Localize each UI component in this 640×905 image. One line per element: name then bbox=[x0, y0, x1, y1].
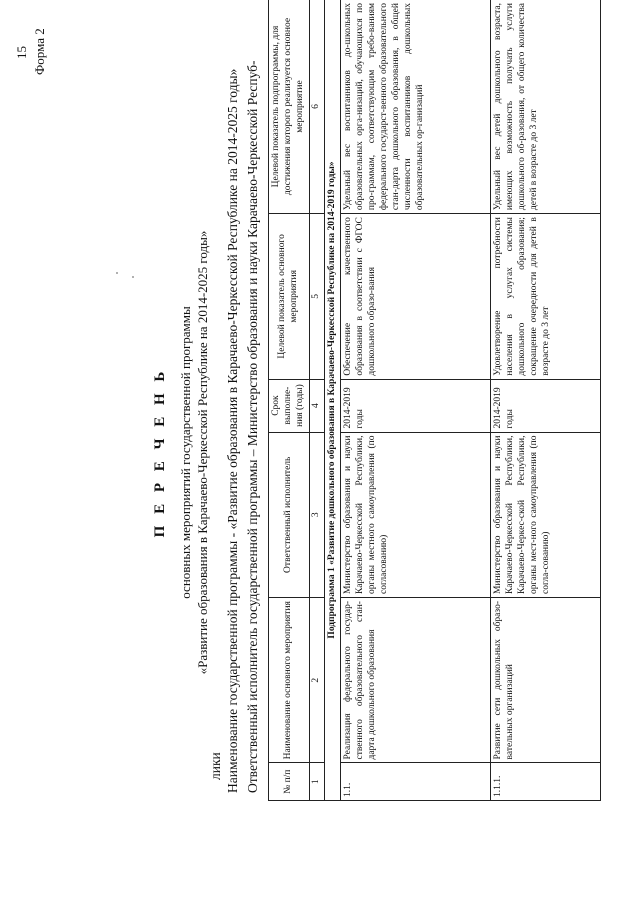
col-number: 6 bbox=[309, 0, 324, 214]
header-executor: Ответственный исполнитель bbox=[269, 432, 310, 597]
row-program-target: Удельный вес детей дошкольного возраста, имеющих возможность получать услуги дошкольного об-разования, от общего количества детей в возрасте до 3 лет bbox=[491, 0, 601, 214]
activities-table bbox=[268, 0, 601, 801]
scan-speck bbox=[132, 276, 134, 278]
subtitle-line-2: «Развитие образования в Карачаево-Черкесской Республике на 2014-2025 годы» bbox=[195, 230, 210, 675]
col-number: 1 bbox=[309, 763, 324, 801]
subtitle-line-1: основных мероприятий государственной программы bbox=[178, 306, 193, 599]
col-number: 5 bbox=[309, 214, 324, 379]
header-name: Наименование основного мероприятия bbox=[269, 598, 310, 763]
row-term: 2014-2019 годы bbox=[341, 379, 491, 432]
row-num: 1.1. bbox=[341, 763, 491, 801]
row-name: Развитие сети дошкольных образо-вательных организаций bbox=[491, 598, 601, 763]
header-term: Срок выполне-ния (годы) bbox=[269, 379, 310, 432]
table-header-row bbox=[269, 0, 310, 801]
row-num: 1.1.1. bbox=[491, 763, 601, 801]
document-heading: П Е Р Е Ч Е Н Ь bbox=[152, 367, 168, 538]
col-number: 2 bbox=[309, 598, 324, 763]
table-row bbox=[491, 0, 601, 801]
row-executor: Министерство образования и науки Карачаево-Черкесской Республики, органы местного самоуправления (по согласованию) bbox=[341, 432, 491, 597]
scan-speck bbox=[116, 272, 118, 274]
header-num: № п/п bbox=[269, 763, 310, 801]
row-target: Обеспечение качественного образования в соответствии с ФГОС дошкольного образо-вания bbox=[341, 214, 491, 379]
header-target: Целевой показатель основного мероприятия bbox=[269, 214, 310, 379]
header-program-target: Целевой показатель подпрограммы, для достижения которого реализуется основное мероприятие bbox=[269, 0, 310, 214]
executor-line: Ответственный исполнитель государственной программы – Министерство образования и науки Карачаево-Черкесской Респуб- bbox=[245, 60, 260, 793]
row-name: Реализация федерального государ-ственного образовательного стан-дарта дошкольного образования bbox=[341, 598, 491, 763]
page-number: 15 bbox=[14, 46, 29, 59]
row-program-target: Удельный вес воспитанников до-школьных образовательных орга-низаций, обучающихся по про-граммам, соответствующим требо-ваниям федерального государст-венного образовательного стан-дарта дошкольного образования, в общей численности воспитанников дошкольных образовательных ор-ганизаций bbox=[341, 0, 491, 214]
row-target: Удовлетворение потребности населения в услугах системы дошкольного образования; сокращение очередности для детей в возрасте до 3 лет bbox=[491, 214, 601, 379]
form-label: Форма 2 bbox=[32, 28, 47, 75]
col-number: 4 bbox=[309, 379, 324, 432]
subprogram-title: Подпрограмма 1 «Развитие дошкольного образования в Карачаево-Черкесской Республике на 2014-2019 годы» bbox=[324, 0, 341, 801]
subprogram-row bbox=[324, 0, 341, 801]
row-executor: Министерство образования и науки Карачаево-Черкесской Республики, Карачаево-Черкес-ской Республики, органы мест-ного самоуправления (по согла-сованию) bbox=[491, 432, 601, 597]
executor-line-end: лики bbox=[208, 752, 223, 780]
column-number-row bbox=[309, 0, 324, 801]
row-term: 2014-2019 годы bbox=[491, 379, 601, 432]
table-row bbox=[341, 0, 491, 801]
program-name-line: Наименование государственной программы - «Развитие образования в Карачаево-Черкесской Республике на 2014-2025 годы» bbox=[225, 68, 240, 793]
col-number: 3 bbox=[309, 432, 324, 597]
